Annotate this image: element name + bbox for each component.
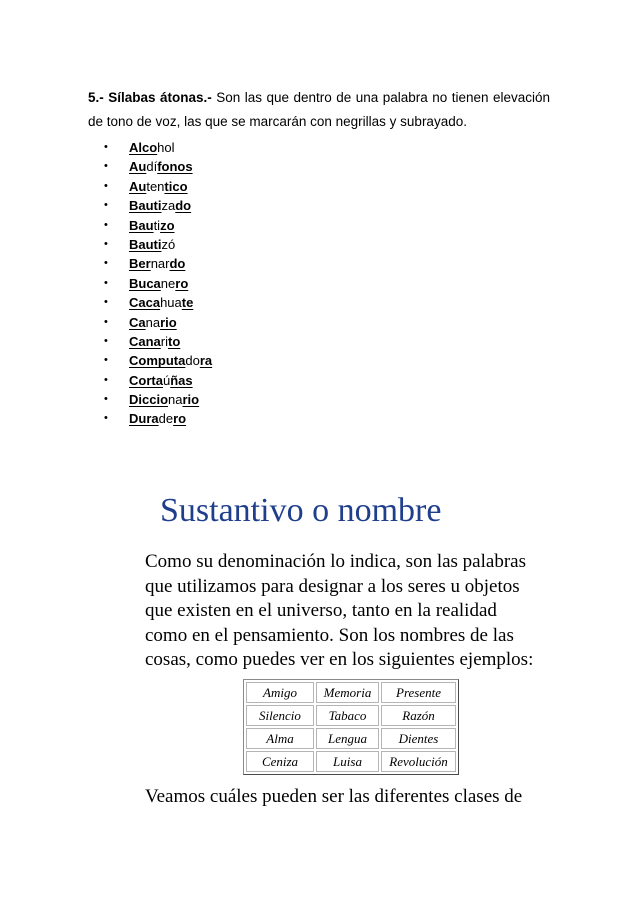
syllable: nar xyxy=(150,256,170,272)
section-lead: 5.- Sílabas átonas.- xyxy=(88,89,212,105)
table-cell: Luisa xyxy=(316,751,379,772)
bullet-icon: • xyxy=(104,315,108,328)
syllable-marked: Alco xyxy=(129,140,158,155)
bullet-icon: • xyxy=(104,160,108,173)
bullet-icon: • xyxy=(104,354,108,367)
list-item xyxy=(104,409,212,428)
syllable: hol xyxy=(157,140,175,155)
list-item xyxy=(104,235,212,254)
bullet-icon: • xyxy=(104,373,108,386)
syllable-marked: to xyxy=(168,333,181,349)
syllable: ti xyxy=(153,217,161,233)
syllable-marked: rio xyxy=(182,392,200,408)
table-cell: Dientes xyxy=(381,728,456,749)
list-item xyxy=(104,351,212,370)
syllable: ri xyxy=(160,333,169,349)
table-cell: Lengua xyxy=(316,728,379,749)
list-item xyxy=(104,293,212,312)
list-item xyxy=(104,390,212,409)
syllable-marked: rio xyxy=(160,314,177,330)
syllable-marked: Ber xyxy=(129,256,151,272)
syllable: dí xyxy=(146,159,158,175)
syllable-marked: ro xyxy=(175,275,189,291)
list-item xyxy=(104,274,212,293)
table-row xyxy=(246,682,456,703)
table-cell: Memoria xyxy=(316,682,379,703)
bullet-icon: • xyxy=(104,334,108,347)
bullet-icon: • xyxy=(104,199,108,212)
syllable: za xyxy=(161,198,176,214)
syllable-marked: Dura xyxy=(129,411,159,427)
list-item xyxy=(104,254,212,273)
syllable-marked: do xyxy=(169,256,186,272)
body-line: cosas, como puedes ver en los siguientes ejemplos: xyxy=(145,649,534,671)
syllable-marked: Au xyxy=(129,159,147,175)
body-line: Como su denominación lo indica, son las palabras xyxy=(145,551,526,572)
syllable-marked: ro xyxy=(173,411,187,427)
body-paragraph xyxy=(145,550,545,673)
syllable-marked: tico xyxy=(164,178,188,194)
bullet-icon: • xyxy=(104,276,108,289)
word-list xyxy=(104,138,212,429)
bullet-icon: • xyxy=(104,237,108,250)
table-cell: Tabaco xyxy=(316,705,379,726)
list-item xyxy=(104,216,212,235)
intro-text: Son las que dentro de una palabra no tienen elevación de tono de voz, las que se marcarán con negrillas y subrayado. xyxy=(88,89,550,129)
table-cell: Revolución xyxy=(381,751,456,772)
bullet-icon: • xyxy=(104,296,108,309)
syllable-marked: Cana xyxy=(129,333,161,349)
syllable: ú xyxy=(162,372,171,388)
syllable-marked: fonos xyxy=(157,159,193,175)
list-item xyxy=(104,138,212,157)
bullet-icon: • xyxy=(104,141,108,153)
syllable-marked: Bauti xyxy=(129,236,162,252)
table-row xyxy=(246,751,456,772)
syllable: do xyxy=(185,353,200,369)
table-cell: Ceniza xyxy=(246,751,314,772)
syllable: na xyxy=(168,392,183,408)
syllable: ne xyxy=(160,275,176,291)
syllable: zó xyxy=(161,236,176,252)
syllable-marked: Diccio xyxy=(129,392,169,408)
list-item xyxy=(104,332,212,351)
syllable-marked: ñas xyxy=(170,372,193,388)
list-item xyxy=(104,313,212,332)
bullet-icon: • xyxy=(104,412,108,425)
syllable-marked: Bau xyxy=(129,217,154,233)
syllable: na xyxy=(145,314,161,330)
list-item xyxy=(104,157,212,176)
syllable-marked: te xyxy=(181,295,194,311)
table-row xyxy=(246,728,456,749)
list-item xyxy=(104,177,212,196)
syllable-marked: Caca xyxy=(129,295,161,311)
syllable-marked: Au xyxy=(129,178,147,194)
syllable-marked: Ca xyxy=(129,314,146,330)
closing-text: Veamos cuáles pueden ser las diferentes clases de xyxy=(145,786,523,807)
syllable-marked: Corta xyxy=(129,372,163,388)
syllable-marked: zo xyxy=(160,217,175,233)
body-line: que utilizamos para designar a los seres u objetos xyxy=(145,575,520,597)
bullet-icon: • xyxy=(104,257,108,270)
syllable-marked: Bauti xyxy=(129,198,162,214)
list-item xyxy=(104,196,212,215)
table-cell: Silencio xyxy=(246,705,314,726)
table-cell: Razón xyxy=(381,705,456,726)
table-cell: Alma xyxy=(246,728,314,749)
intro-paragraph xyxy=(88,86,550,134)
syllable: ten xyxy=(146,178,165,194)
syllable-marked: Computa xyxy=(129,353,186,369)
syllable-marked: do xyxy=(175,198,192,214)
section-heading: Sustantivo o nombre xyxy=(160,492,442,529)
syllable: de xyxy=(158,411,174,427)
syllable-marked: ra xyxy=(199,353,213,369)
syllable: hua xyxy=(160,295,182,311)
examples-table xyxy=(243,679,459,775)
table-cell: Presente xyxy=(381,682,456,703)
bullet-icon: • xyxy=(104,179,108,192)
table-cell: Amigo xyxy=(246,682,314,703)
bullet-icon: • xyxy=(104,218,108,231)
body-line: que existen en el universo, tanto en la realidad xyxy=(145,600,497,622)
list-item xyxy=(104,371,212,390)
syllable-marked: Buca xyxy=(129,275,161,291)
table-row xyxy=(246,705,456,726)
body-line: como en el pensamiento. Son los nombres de las xyxy=(145,624,514,646)
bullet-icon: • xyxy=(104,393,108,406)
